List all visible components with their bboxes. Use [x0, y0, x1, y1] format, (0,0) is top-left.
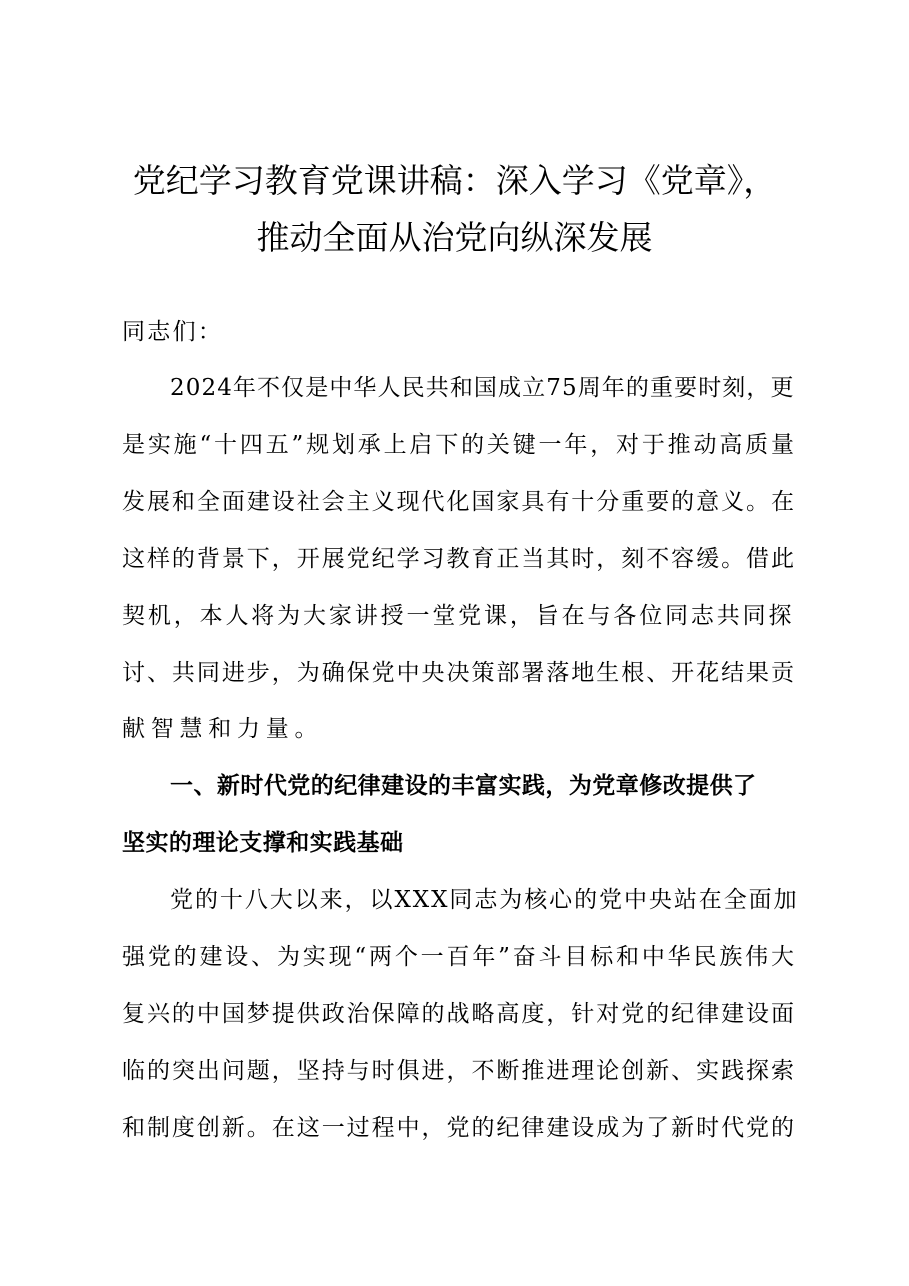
- paragraph-1-line-6: 讨、共同进步，为确保党中央决策部署落地生根、开花结果贡: [122, 660, 794, 686]
- paragraph-2-line-4: 临的突出问题，坚持与时俱进，不断推进理论创新、实践探索: [122, 1058, 794, 1084]
- paragraph-2-line-3: 复兴的中国梦提供政治保障的战略高度，针对党的纪律建设面: [122, 1001, 794, 1027]
- paragraph-2-line-2: 强党的建设、为实现“两个一百年”奋斗目标和中华民族伟大: [122, 944, 794, 970]
- paragraph-1-line-4: 这样的背景下，开展党纪学习教育正当其时，刻不容缓。借此: [122, 546, 794, 572]
- document-title-line-2: 推动全面从治党向纵深发展: [256, 218, 653, 257]
- section-heading-line-2: 坚实的理论支撑和实践基础: [122, 830, 404, 856]
- paragraph-1-line-3: 发展和全面建设社会主义现代化国家具有十分重要的意义。在: [122, 489, 794, 515]
- paragraph-1-line-5: 契机，本人将为大家讲授一堂党课，旨在与各位同志共同探: [122, 603, 795, 629]
- paragraph-1-line-7: 献智慧和力量。: [122, 716, 324, 742]
- document-title-line-1: 党纪学习教育党课讲稿：深入学习《党章》，: [132, 161, 777, 200]
- salutation: 同志们：: [122, 319, 224, 345]
- paragraph-2-line-5: 和制度创新。在这一过程中，党的纪律建设成为了新时代党的: [122, 1115, 794, 1141]
- section-heading-line-1: 一、新时代党的纪律建设的丰富实践，为党章修改提供了: [170, 773, 757, 799]
- paragraph-2-line-1: 党的十八大以来，以XXX同志为核心的党中央站在全面加: [170, 887, 799, 913]
- paragraph-1-line-2: 是实施“十四五”规划承上启下的关键一年，对于推动高质量: [122, 432, 794, 458]
- paragraph-1-line-1: 2024年不仅是中华人民共和国成立75周年的重要时刻，更: [170, 375, 795, 401]
